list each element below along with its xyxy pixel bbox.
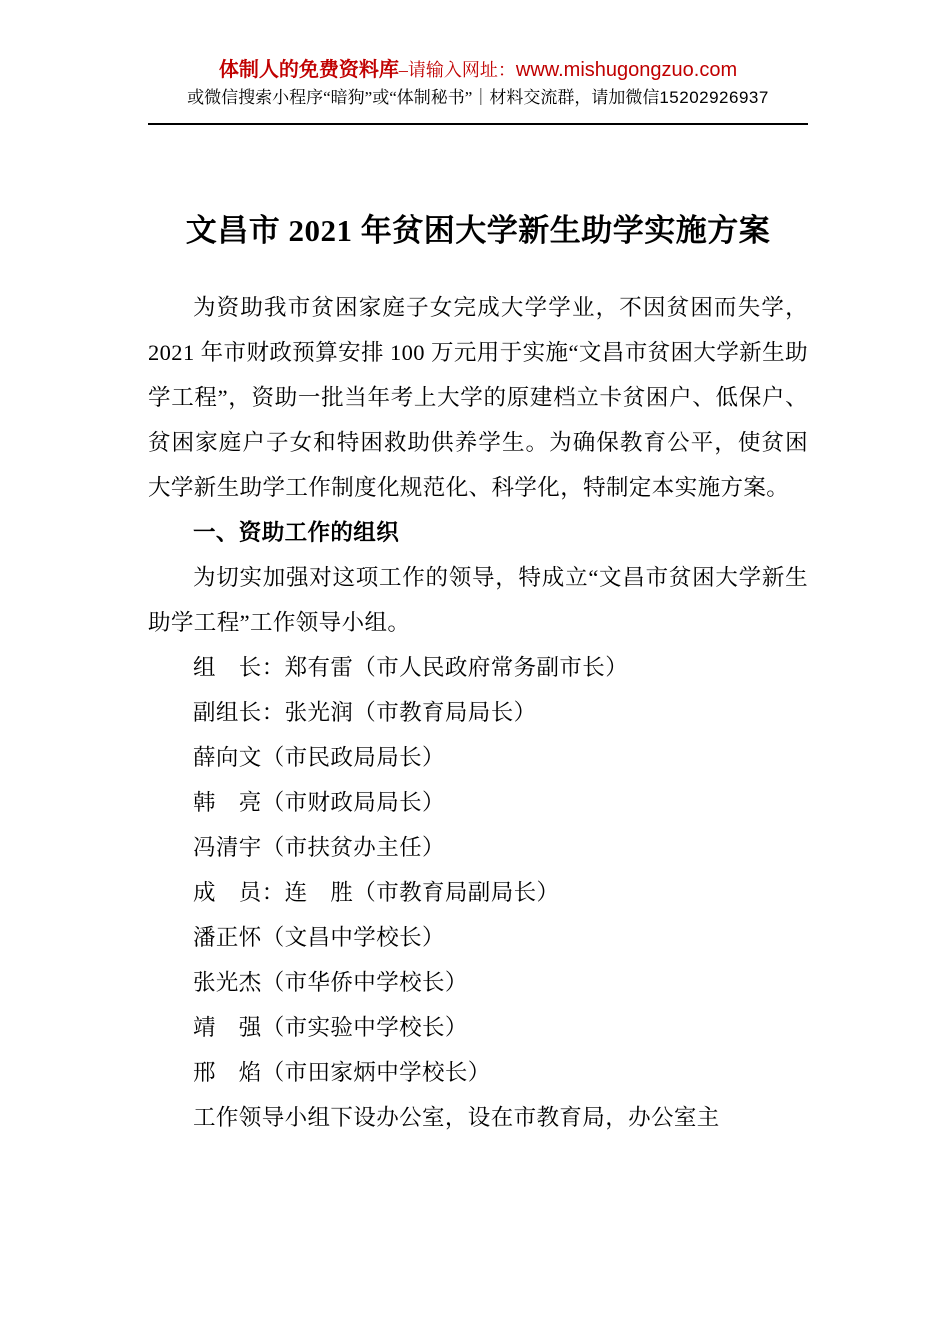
roster-line: 韩 亮（市财政局局长） bbox=[193, 790, 445, 815]
roster-line: 组 长：郑有雷（市人民政府常务副市长） bbox=[193, 655, 629, 680]
roster-line: 靖 强（市实验中学校长） bbox=[193, 1015, 468, 1040]
section-paragraph-1: 为切实加强对这项工作的领导，特成立“文昌市贫困大学新生助学工程”工作领导小组。 bbox=[148, 565, 808, 635]
roster-line: 潘正怀（文昌中学校长） bbox=[193, 925, 445, 950]
promo-site-name: 体制人的免费资料库 bbox=[218, 59, 399, 81]
roster-line: 冯清宇（市扶贫办主任） bbox=[193, 835, 445, 860]
promo-url-label: 请输入网址： bbox=[407, 60, 516, 80]
roster-line: 薛向文（市民政局局长） bbox=[193, 745, 445, 770]
document-body bbox=[148, 205, 808, 1140]
promo-banner bbox=[148, 56, 808, 114]
roster-line: 张光杰（市华侨中学校长） bbox=[193, 970, 468, 995]
promo-separator: – bbox=[398, 60, 408, 80]
promo-banner-line-2 bbox=[148, 85, 808, 114]
promo-url[interactable]: www.mishugongzuo.com bbox=[515, 59, 738, 81]
section-heading-1: 一、资助工作的组织 bbox=[193, 520, 400, 545]
roster-line: 副组长：张光润（市教育局局长） bbox=[193, 700, 537, 725]
promo-wechat-text: 或微信搜索小程序“暗狗”或“体制秘书”｜材料交流群，请加微信 bbox=[187, 88, 660, 107]
roster-line: 成 员：连 胜（市教育局副局长） bbox=[193, 880, 560, 905]
document-title: 文昌市 2021 年贫困大学新生助学实施方案 bbox=[185, 213, 771, 248]
intro-paragraph: 为资助我市贫困家庭子女完成大学学业，不因贫困而失学，2021 年市财政预算安排 100 万元用于实施“文昌市贫困大学新生助学工程”，资助一批当年考上大学的原建档立卡贫困户、低保户、贫困家庭户子女和特困救助供养学生。为确保教育公平，使贫困大学新生助学工作制度化规范化、科学化，特制定本实施方案。 bbox=[148, 295, 808, 500]
closing-paragraph: 工作领导小组下设办公室，设在市教育局，办公室主 bbox=[193, 1105, 720, 1130]
banner-divider bbox=[148, 123, 808, 125]
promo-banner-line-1 bbox=[148, 56, 808, 85]
promo-wechat-number: 15202926937 bbox=[659, 88, 769, 107]
roster-line: 邢 焰（市田家炳中学校长） bbox=[193, 1060, 491, 1085]
